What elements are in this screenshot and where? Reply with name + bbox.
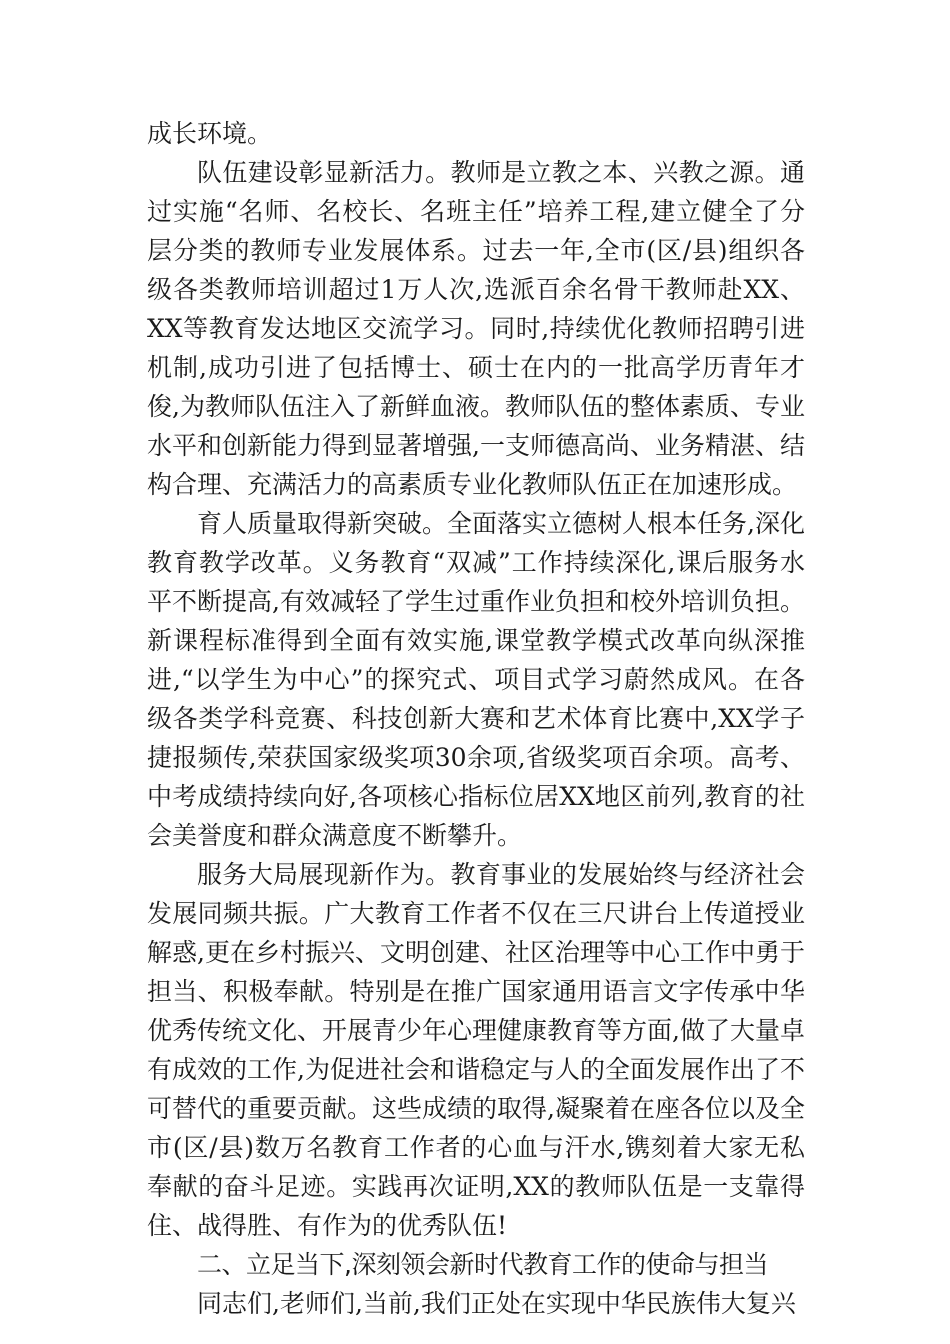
paragraph-education-quality: 育人质量取得新突破。全面落实立德树人根本任务,深化教育教学改革。义务教育“双减”工作持续深化,课后服务水平不断提高,有效减轻了学生过重作业负担和校外培训负担。新课程标准得到全面有效实施,课堂教学模式改革向纵深推进,“以学生为中心”的探究式、项目式学习蔚然成风。在各级各类学科竞赛、科技创新大赛和艺术体育比赛中,XX学子捷报频传,荣获国家级奖项30余项,省级奖项百余项。高考、中考成绩持续向好,各项核心指标位居XX地区前列,教育的社会美誉度和群众满意度不断攀升。 [147,509,805,850]
paragraph-teacher-team: 队伍建设彰显新活力。教师是立教之本、兴教之源。通过实施“名师、名校长、名班主任”培养工程,建立健全了分层分类的教师专业发展体系。过去一年,全市(区/县)组织各级各类教师培训超过1万人次,选派百余名骨干教师赴XX、XX等教育发达地区交流学习。同时,持续优化教师招聘引进机制,成功引进了包括博士、硕士在内的一批高学历青年才俊,为教师队伍注入了新鲜血液。教师队伍的整体素质、专业水平和创新能力得到显著增强,一支师德高尚、业务精湛、结构合理、充满活力的高素质专业化教师队伍正在加速形成。 [147,158,805,499]
paragraph-continuation: 成长环境。 [147,119,273,148]
section-heading: 二、立足当下,深刻领会新时代教育工作的使命与担当 [197,1250,768,1279]
document-body [147,114,805,1323]
paragraph-serving-overall: 服务大局展现新作为。教育事业的发展始终与经济社会发展同频共振。广大教育工作者不仅在三尺讲台上传道授业解惑,更在乡村振兴、文明创建、社区治理等中心工作中勇于担当、积极奉献。特别是在推广国家通用语言文字传承中华优秀传统文化、开展青少年心理健康教育等方面,做了大量卓有成效的工作,为促进社会和谐稳定与人的全面发展作出了不可替代的重要贡献。这些成绩的取得,凝聚着在座各位以及全市(区/县)数万名教育工作者的心血与汗水,镌刻着大家无私奉献的奋斗足迹。实践再次证明,XX的教师队伍是一支靠得住、战得胜、有作为的优秀队伍! [147,860,805,1240]
paragraph-current-situation: 同志们,老师们,当前,我们正处在实现中华民族伟大复兴 [197,1289,796,1318]
